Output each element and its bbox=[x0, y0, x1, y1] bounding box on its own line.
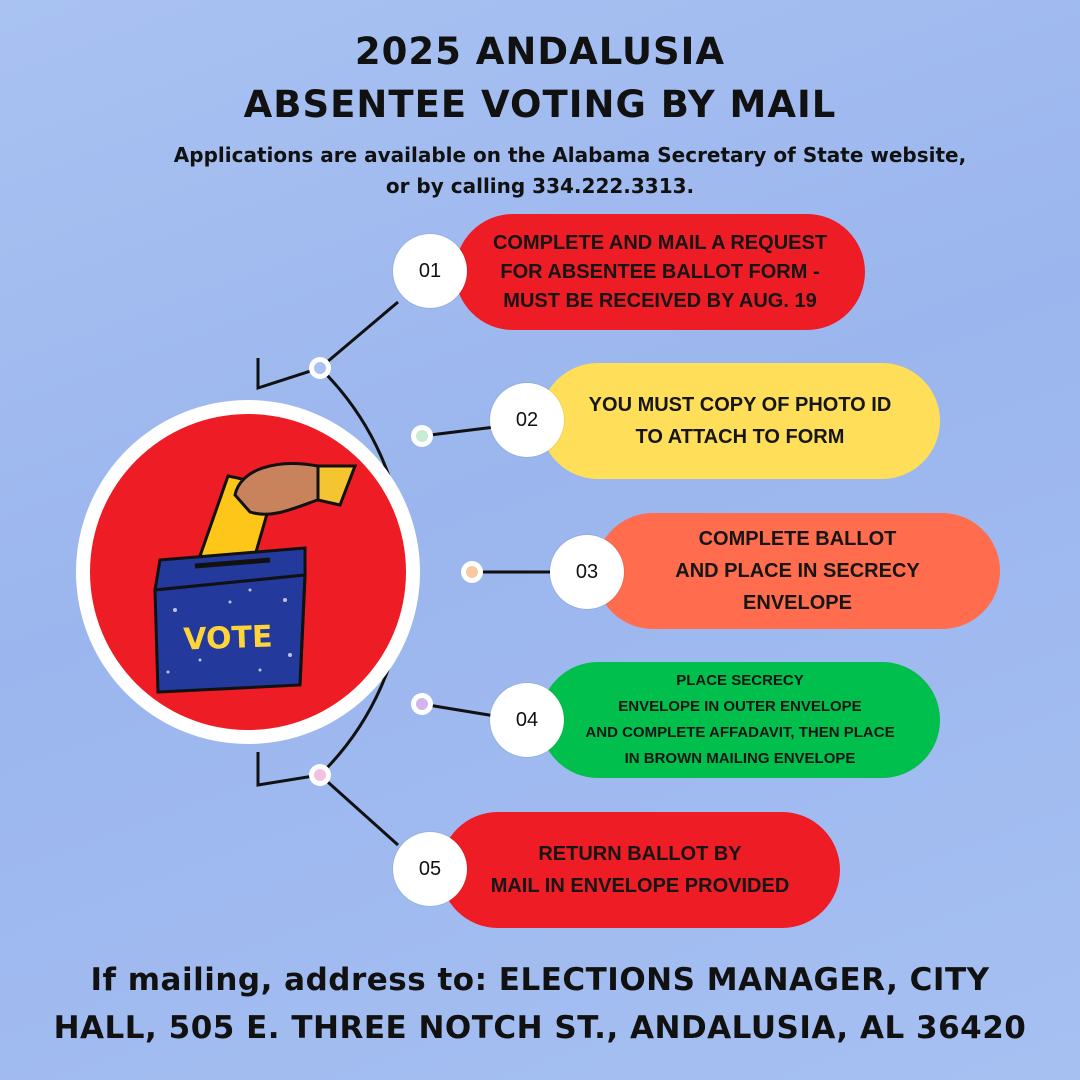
step-5-number: 05 bbox=[393, 832, 467, 906]
connector-dot-inner-2 bbox=[416, 430, 428, 442]
step-3-line-1: COMPLETE BALLOT bbox=[698, 528, 897, 550]
step-2-number: 02 bbox=[490, 383, 564, 457]
connector-line-5 bbox=[320, 775, 398, 845]
step-1-line-3: MUST BE RECEIVED BY AUG. 19 bbox=[503, 289, 817, 312]
connector-line-1 bbox=[320, 302, 398, 368]
mailing-address-line-2: HALL, 505 E. THREE NOTCH ST., ANDALUSIA, AL 36420 bbox=[53, 1010, 1027, 1046]
step-3-card bbox=[595, 513, 1000, 629]
step-1-line-2: FOR ABSENTEE BALLOT FORM - bbox=[500, 260, 820, 283]
title-line-1: 2025 ANDALUSIA bbox=[354, 30, 726, 73]
step-4-line-3: AND COMPLETE AFFADAVIT, THEN PLACE bbox=[585, 724, 895, 741]
step-2-line-2: TO ATTACH TO FORM bbox=[635, 426, 845, 448]
connector-line-2 bbox=[422, 427, 495, 436]
step-1-line-1: COMPLETE AND MAIL A REQUEST bbox=[492, 231, 828, 254]
connector-dot-inner-3 bbox=[466, 566, 478, 578]
step-3-line-2: AND PLACE IN SECRECY bbox=[675, 560, 920, 582]
step-4-text bbox=[585, 668, 894, 772]
connector-line-4 bbox=[422, 704, 495, 716]
subtitle-line-2: or by calling 334.222.3313. bbox=[385, 174, 695, 198]
step-3-number: 03 bbox=[550, 535, 624, 609]
step-4-number: 04 bbox=[490, 683, 564, 757]
step-4-line-1: PLACE SECRECY bbox=[676, 672, 804, 689]
step-5-line-1: RETURN BALLOT BY bbox=[538, 843, 742, 865]
ballot-box-illustration bbox=[76, 400, 420, 744]
title-line-2: ABSENTEE VOTING BY MAIL bbox=[243, 83, 837, 126]
step-3-text bbox=[675, 523, 919, 619]
step-4-line-2: ENVELOPE IN OUTER ENVELOPE bbox=[618, 698, 862, 715]
step-1-card bbox=[455, 214, 865, 330]
step-1-text bbox=[493, 229, 827, 316]
step-4-card bbox=[540, 662, 940, 778]
connector-dot-inner-5 bbox=[314, 769, 326, 781]
step-5-text bbox=[491, 838, 790, 902]
vote-label: VOTE bbox=[182, 619, 274, 658]
step-5-line-2: MAIL IN ENVELOPE PROVIDED bbox=[490, 875, 790, 897]
connector-dot-inner-1 bbox=[314, 362, 326, 374]
step-2-card bbox=[540, 363, 940, 479]
connector-dot-inner-4 bbox=[416, 698, 428, 710]
step-2-line-1: YOU MUST COPY OF PHOTO ID bbox=[588, 394, 892, 416]
step-2-text bbox=[589, 389, 892, 453]
step-5-card bbox=[440, 812, 840, 928]
subtitle-line-1: Applications are available on the Alabama Secretary of State website, bbox=[173, 143, 967, 167]
step-1-number: 01 bbox=[393, 234, 467, 308]
step-3-line-3: ENVELOPE bbox=[743, 592, 852, 614]
mailing-address-line-1: If mailing, address to: ELECTIONS MANAGER, CITY bbox=[90, 962, 990, 998]
step-4-line-4: IN BROWN MAILING ENVELOPE bbox=[624, 750, 856, 767]
